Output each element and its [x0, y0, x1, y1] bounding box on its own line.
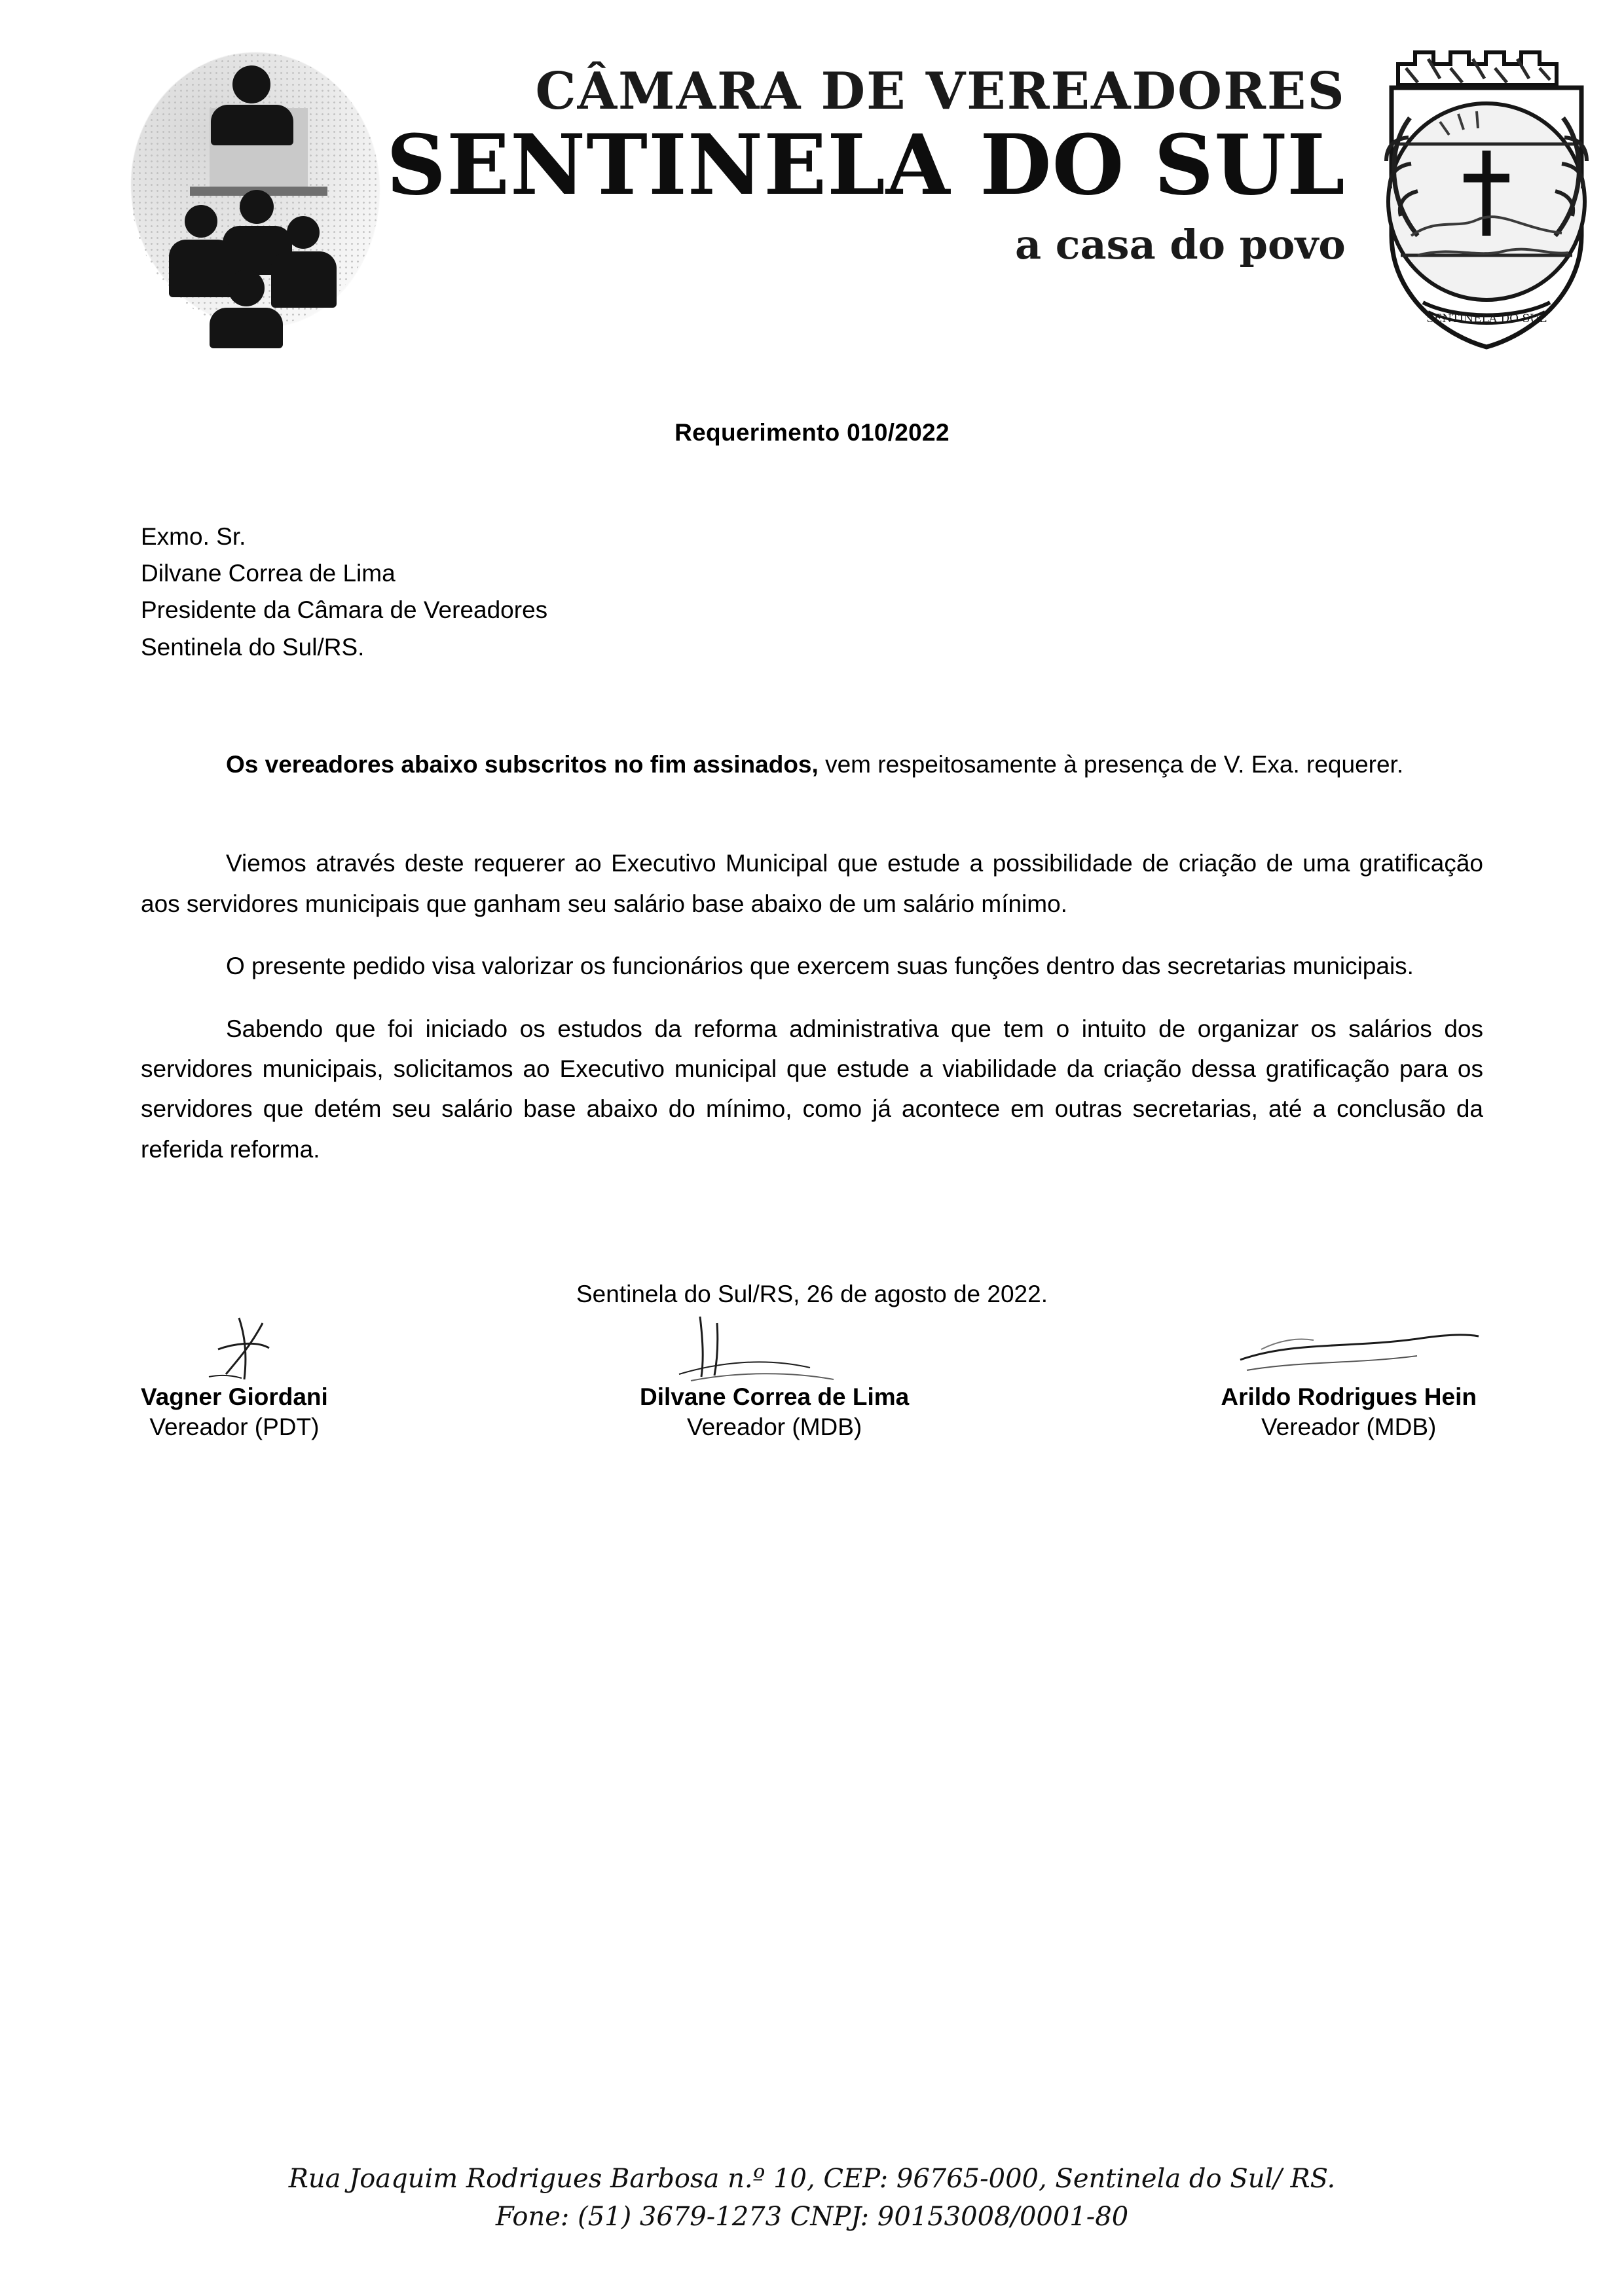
paragraph-3-text: Sabendo que foi iniciado os estudos da reforma administrativa que tem o intuito de organizar os salários dos servidores municipais, solicitamos ao Executivo municipal que estude a viabilidade da criação dessa gratificação para os servidores que detém seu salário base abaixo do mínimo, como já acontece em outras secretarias, até a conclusão da referida reforma. — [141, 1015, 1483, 1163]
paragraph-3 — [141, 1009, 1483, 1170]
signature-1-role: Vereador (PDT) — [149, 1413, 320, 1441]
handwritten-signature-icon — [640, 1311, 915, 1383]
opening-rest-text: vem respeitosamente à presença de V. Exa. requerer. — [818, 750, 1404, 778]
title-line-2: SENTINELA DO SUL — [386, 116, 1346, 213]
opening-bold-text: Os vereadores abaixo subscritos no fim assinados, — [226, 750, 819, 778]
addressee-line-2: Dilvane Correa de Lima — [141, 560, 396, 587]
coat-of-arms-icon — [1372, 39, 1601, 360]
addressee-line-4: Sentinela do Sul/RS. — [141, 633, 365, 661]
paragraph-2 — [141, 946, 1483, 986]
opening-paragraph — [141, 744, 1483, 784]
signature-3 — [1221, 1383, 1477, 1441]
footer — [0, 2160, 1624, 2236]
paragraph-1 — [141, 843, 1483, 924]
signature-3-role: Vereador (MDB) — [1261, 1413, 1437, 1441]
place-and-date: Sentinela do Sul/RS, 26 de agosto de 2022. — [576, 1281, 1048, 1308]
page-title: Requerimento 010/2022 — [674, 419, 950, 446]
letterhead-title — [386, 39, 1372, 267]
signature-3-name: Arildo Rodrigues Hein — [1221, 1383, 1477, 1411]
title-line-1: CÂMARA DE VEREADORES — [535, 62, 1346, 121]
addressee-line-1: Exmo. Sr. — [141, 523, 246, 550]
signature-2-name: Dilvane Correa de Lima — [639, 1383, 910, 1411]
signature-2 — [640, 1383, 909, 1441]
addressee-line-3: Presidente da Câmara de Vereadores — [141, 596, 548, 624]
handwritten-signature-icon — [1221, 1311, 1496, 1383]
paragraph-2-text: O presente pedido visa valorizar os funcionários que exercem suas funções dentro das secretarias municipais. — [226, 953, 1414, 980]
svg-text:SENTINELA DO SUL: SENTINELA DO SUL — [1426, 312, 1547, 325]
signature-2-role: Vereador (MDB) — [686, 1413, 862, 1441]
handwritten-signature-icon — [141, 1311, 390, 1383]
footer-contact: Fone: (51) 3679-1273 CNPJ: 90153008/0001-80 — [495, 2202, 1129, 2232]
document-body — [0, 393, 1624, 1441]
letterhead — [0, 0, 1624, 393]
paragraph-1-text: Viemos através deste requerer ao Executivo Municipal que estude a possibilidade de criação de uma gratificação aos servidores municipais que ganham seu salário base abaixo de um salário mínimo. — [141, 850, 1483, 917]
signature-block — [141, 1383, 1483, 1441]
footer-address: Rua Joaquim Rodrigues Barbosa n.º 10, CEP: 96765-000, Sentinela do Sul/ RS. — [288, 2164, 1336, 2194]
people-assembly-icon — [111, 39, 386, 347]
signature-1 — [141, 1383, 328, 1441]
addressee-block — [141, 519, 1483, 666]
tagline: a casa do povo — [1014, 220, 1346, 268]
signature-1-name: Vagner Giordani — [141, 1383, 328, 1411]
